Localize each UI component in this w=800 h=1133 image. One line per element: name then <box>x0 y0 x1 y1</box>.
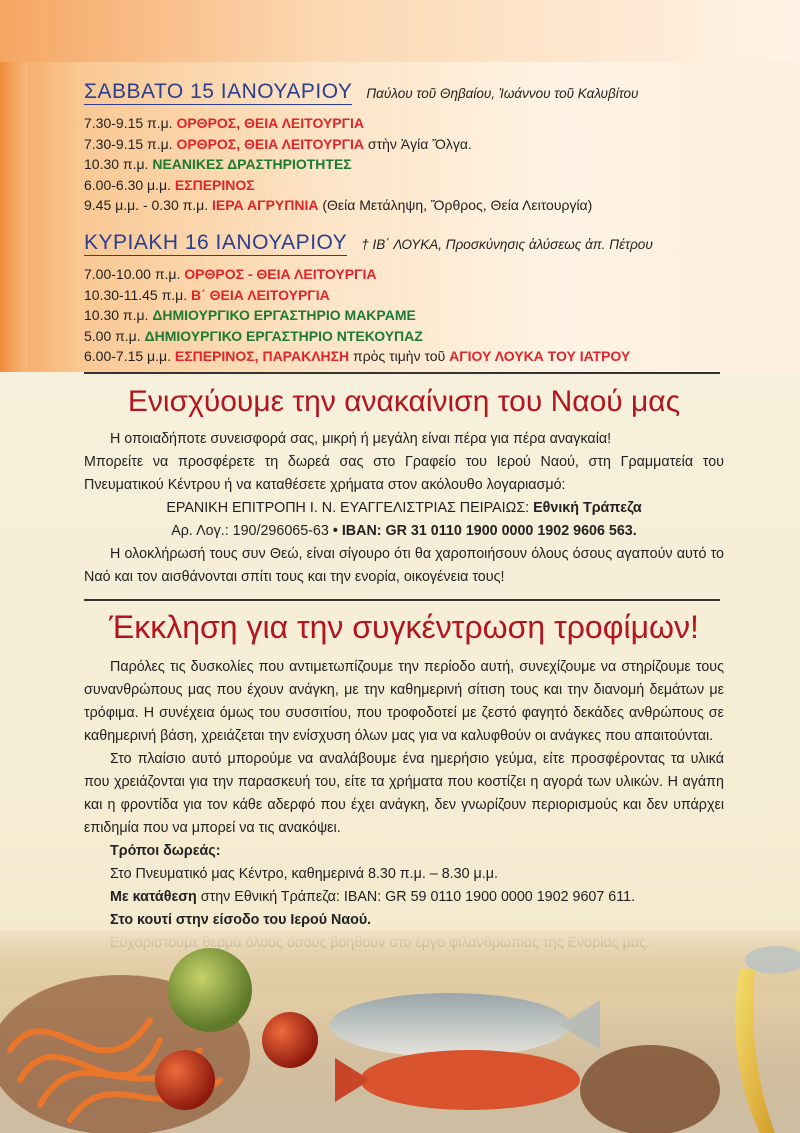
ways-title <box>84 840 724 863</box>
bank-name: Εθνική Τράπεζα <box>533 500 642 516</box>
schedule-time: 5.00 π.μ. <box>84 327 141 344</box>
renovation-paragraph: Η ολοκλήρωσή τους συν Θεώ, είναι σίγουρο ότι θα χαροποιήσουν όλους όσους αγαπούν αυτό το Ναό και τον αισθάνονται σπίτι τους και την ενορία, οικογένεια τους! <box>84 546 724 585</box>
way-text: στην Εθνική Τράπεζα: IBAN: GR 59 0110 1900 0000 1902 9607 611. <box>200 889 636 905</box>
schedule-row <box>84 326 724 347</box>
sunday-header <box>84 231 724 256</box>
saturday-header <box>84 80 724 105</box>
schedule-time: 6.00-6.30 μ.μ. <box>84 176 171 193</box>
schedule-time: 9.45 μ.μ. - 0.30 π.μ. <box>84 197 209 213</box>
account-numbers <box>84 520 724 543</box>
renovation-paragraph: Η οποιαδήποτε συνεισφορά σας, μικρή ή μεγάλη είναι πέρα για πέρα αναγκαία! <box>110 431 612 447</box>
schedule-row <box>84 195 724 216</box>
tomato-shape <box>262 1012 318 1068</box>
schedule-service: Β΄ ΘΕΙΑ ΛΕΙΤΟΥΡΓΙΑ <box>190 286 330 303</box>
schedule-row <box>84 264 724 285</box>
divider <box>84 372 720 374</box>
food-appeal-section <box>84 604 724 955</box>
schedule-time: 10.30-11.45 π.μ. <box>84 286 188 303</box>
schedule-row <box>84 305 724 326</box>
schedule-service: ΙΕΡΑ ΑΓΡΥΠΝΙΑ <box>212 197 319 213</box>
schedule-note: πρὸς τιμὴν τοῦ <box>353 348 446 364</box>
fish-shape <box>330 993 570 1057</box>
sunday-saints: † ΙΒ΄ ΛΟΥΚΑ, Προσκύνησις ἁλύσεως ἀπ. Πέτρου <box>361 237 653 252</box>
ways-title-text: Τρόποι δωρεάς: <box>110 843 221 859</box>
way-item <box>84 886 724 909</box>
schedule-saint: ΑΓΙΟΥ ΛΟΥΚΑ ΤΟΥ ΙΑΤΡΟΥ <box>449 348 631 364</box>
renovation-section <box>84 380 724 589</box>
account-number: Αρ. Λογ.: 190/296065-63 <box>171 523 329 539</box>
schedule-note: στὴν Ἁγία Ὄλγα. <box>367 135 472 152</box>
bread-shape <box>580 1045 720 1133</box>
food-paragraph: Στο πλαίσιο αυτό μπορούμε να αναλάβουμε ένα ημερήσιο γεύμα, είτε προσφέροντας τα υλικά που χρειάζονται για την παρασκευή του, είτε τα χρήματα που κοστίζει η αγορά των υλικών. Η αγάπη και η φροντίδα για τον κάθε αδερφό που έχει ανάγκη, δεν γνωρίζουν περιορισμούς και δεν υπάρχει επιδημία που να μπορεί να τις ανακόψει. <box>84 751 724 836</box>
bullet: • <box>332 523 338 539</box>
committee-name: ΕΡΑΝΙΚΗ ΕΠΙΤΡΟΠΗ Ι. Ν. ΕΥΑΓΓΕΛΙΣΤΡΙΑΣ ΠΕΙΡΑΙΩΣ: <box>166 500 530 516</box>
food-paragraph: Παρόλες τις δυσκολίες που αντιμετωπίζουμε την περίοδο αυτή, συνεχίζουμε να στηρίζουμε τους συνανθρώπους μας που έχουν ανάγκη, με την καθημερινή σίτιση τους και την διανομή δεμάτων με τρόφιμα. Η συνέχεια όμως του συσσιτίου, που τροφοδοτεί με ζεστό φαγητό δεκάδες ανθρώπους σε καθημερινή βάση, χρειάζεται την ενίσχυση όλων μας για να καλυφθούν οι ανάγκες που απαιτούνται. <box>84 659 724 744</box>
schedule-time: 7.30-9.15 π.μ. <box>84 135 173 152</box>
schedule-activity: ΝΕΑΝΙΚΕΣ ΔΡΑΣΤΗΡΙΟΤΗΤΕΣ <box>152 156 352 172</box>
schedule-time: 6.00-7.15 μ.μ. <box>84 348 171 364</box>
schedule-time: 10.30 π.μ. <box>84 307 149 323</box>
schedule-service: ΟΡΘΡΟΣ - ΘΕΙΑ ΛΕΙΤΟΥΡΓΙΑ <box>184 266 377 282</box>
schedule-row <box>84 175 724 196</box>
schedule-time: 10.30 π.μ. <box>84 156 149 172</box>
tomato-shape <box>155 1050 215 1110</box>
divider <box>84 599 720 601</box>
sunday-title: ΚΥΡΙΑΚΗ 16 ΙΑΝΟΥΑΡΙΟΥ <box>84 231 348 254</box>
schedule-note: (Θεία Μετάληψη, Ὄρθρος, Θεία Λειτουργία) <box>322 197 593 213</box>
account-holder <box>84 497 724 520</box>
schedule-row <box>84 134 724 155</box>
iban: IBAN: GR 31 0110 1900 0000 1902 9606 563. <box>341 523 637 539</box>
schedule-service: ΕΣΠΕΡΙΝΟΣ, ΠΑΡΑΚΛΗΣΗ <box>174 348 350 364</box>
schedule-service: ΕΣΠΕΡΙΝΟΣ <box>174 176 255 193</box>
schedule-service: ΟΡΘΡΟΣ, ΘΕΙΑ ΛΕΙΤΟΥΡΓΙΑ <box>176 115 365 131</box>
red-fish-shape <box>360 1050 580 1110</box>
schedule-row <box>84 154 724 175</box>
saturday-title: ΣΑΒΒΑΤΟ 15 ΙΑΝΟΥΑΡΙΟΥ <box>84 80 353 103</box>
food-heading: Έκκληση για την συγκέντρωση τροφίμων! <box>109 609 699 645</box>
renovation-heading: Ενισχύουμε την ανακαίνιση του Ναού μας <box>127 385 681 418</box>
food-illustration <box>0 930 800 1133</box>
schedule-row <box>84 346 724 367</box>
schedule-row <box>84 113 724 134</box>
schedule-time: 7.00-10.00 π.μ. <box>84 266 181 282</box>
schedule-row <box>84 285 724 306</box>
schedule-activity: ΔΗΜΙΟΥΡΓΙΚΟ ΕΡΓΑΣΤΗΡΙΟ ΜΑΚΡΑΜΕ <box>152 307 416 323</box>
renovation-text <box>84 428 724 589</box>
schedule-service: ΟΡΘΡΟΣ, ΘΕΙΑ ΛΕΙΤΟΥΡΓΙΑ <box>176 135 365 152</box>
sunday-schedule <box>84 231 724 367</box>
food-text <box>84 656 724 955</box>
way-item <box>84 909 724 932</box>
way-item: Στο Πνευματικό μας Κέντρο, καθημερινά 8.30 π.μ. – 8.30 μ.μ. <box>110 866 498 882</box>
schedule-time: 7.30-9.15 π.μ. <box>84 115 173 131</box>
way-bold: Με κατάθεση <box>110 889 197 905</box>
schedule-activity: ΔΗΜΙΟΥΡΓΙΚΟ ΕΡΓΑΣΤΗΡΙΟ ΝΤΕΚΟΥΠΑΖ <box>144 327 423 344</box>
apple-shape <box>168 948 252 1032</box>
saturday-schedule <box>84 80 724 216</box>
way-bold: Στο κουτί στην είσοδο του Ιερού Ναού. <box>110 912 372 928</box>
saturday-saints: Παύλου τοῦ Θηβαίου, Ἰωάννου τοῦ Καλυβίτου <box>366 86 639 101</box>
renovation-paragraph: Μπορείτε να προσφέρετε τη δωρεά σας στο Γραφείο του Ιερού Ναού, στη Γραμματεία του Πνευματικού Κέντρου ή να καταθέσετε χρήματα στον ακόλουθο λογαριασμό: <box>84 454 724 493</box>
